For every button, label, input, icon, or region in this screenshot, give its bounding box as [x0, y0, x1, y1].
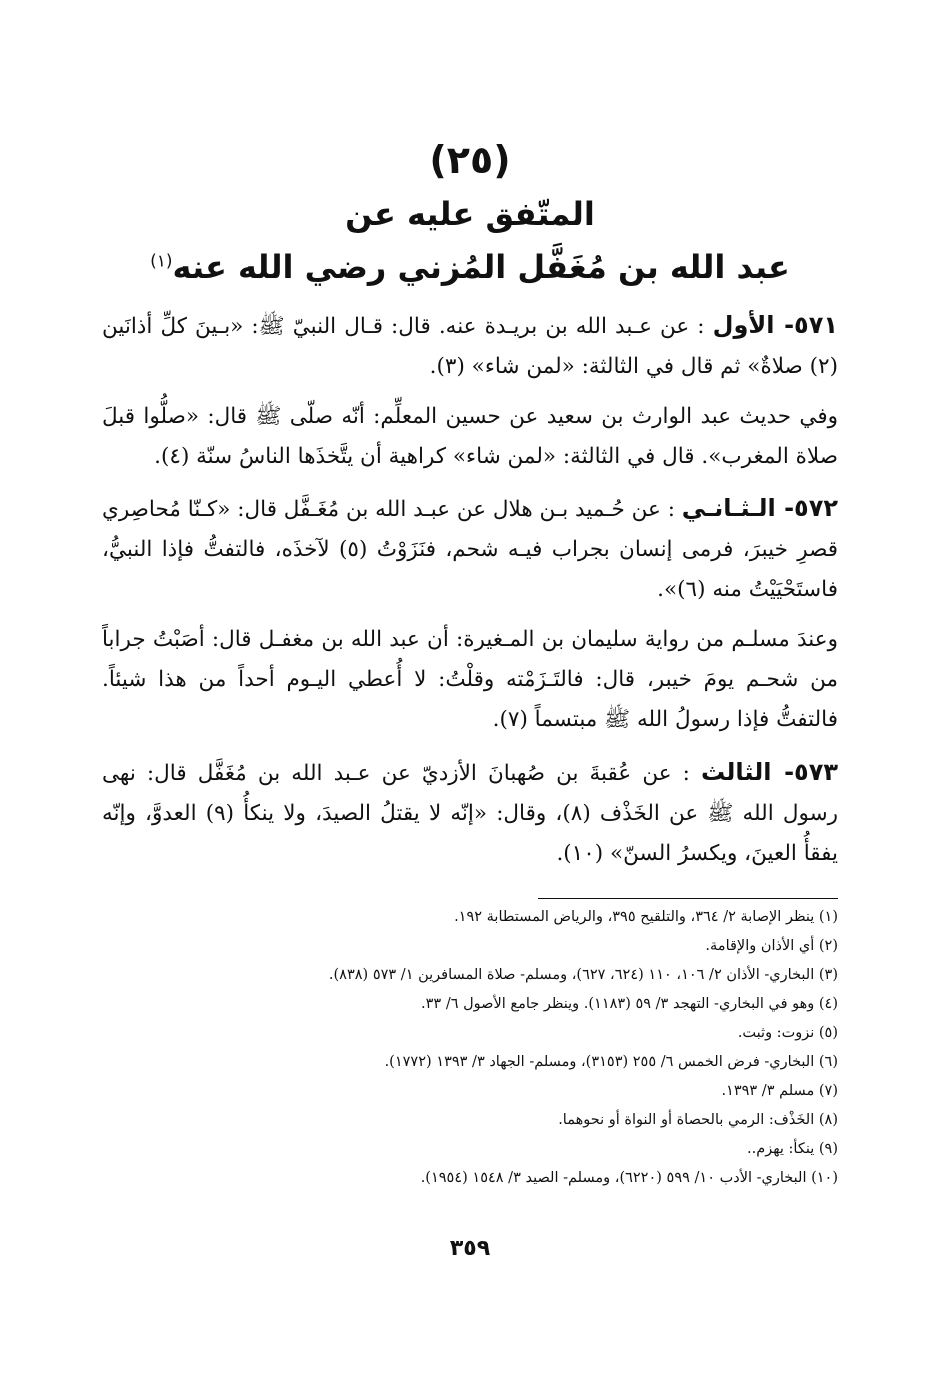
footnote-divider: [538, 898, 838, 899]
footnote: (٩) ينكأ: يهزم..: [747, 1141, 838, 1157]
chapter-title-text: عبد الله بن مُغَفَّل المُزني رضي الله عنه: [172, 248, 790, 286]
hadith-text: : عن حُـميد بـن هلال عن عبـد الله بن مُغَـفَّل قال: «كـنّا مُحاصِري قصرِ خيبرَ، فرمى إنسان بجراب فيـه شحم، فنَزَوْتُ (٥) لآخذَه، فالتفتُّ فإذا النبيُّ، فاستَحْيَيْتُ منه (٦)».: [101, 497, 838, 602]
footnote: (١٠) البخاري- الأدب ١٠/ ٥٩٩ (٦٢٢٠)، ومسلم- الصيد ٣/ ١٥٤٨ (١٩٥٤).: [420, 1170, 838, 1186]
footnote-ref: (١): [150, 251, 173, 272]
footnote: (١) ينظر الإصابة ٢/ ٣٦٤، والتلقيح ٣٩٥، والرياض المستطابة ١٩٢.: [454, 909, 838, 925]
hadith-text: وعندَ مسلـم من رواية سليمان بن المـغيرة: أن عبد الله بن مغفـل قال: أصَبْتُ جراباً من شحـم يومَ خيبر، قال: فالتَـزَمْته وقلْتُ: لا أُعطي اليـوم أحداً من هذا شيئاً. فالتفتُّ فإذا رسولُ الله ﷺ مبتسماً (٧).: [102, 627, 838, 732]
hadith-paragraph: [102, 620, 838, 740]
footnote: (٨) الخَذْف: الرمي بالحصاة أو النواة أو نحوهما.: [558, 1112, 838, 1128]
page-number: ٣٥٩: [449, 1236, 491, 1261]
footnote: (٧) مسلم ٣/ ١٣٩٣.: [721, 1083, 838, 1099]
hadith-heading: ٥٧٢- الـثـانـي: [681, 494, 838, 522]
chapter-number: (٢٥): [429, 138, 511, 182]
hadith-text: : عن عُقبةَ بن صُهبانَ الأزديّ عن عـبد الله بن مُغَفَّل قال: نهى رسول الله ﷺ عن الخَذْف (٨)، وقال: «إنّه لا يقتلُ الصيدَ، ولا ينكأُ (٩) العدوَّ، وإنّه يفقأُ العينَ، ويكسرُ السنّ» (١٠).: [102, 761, 838, 866]
chapter-title-line-1: المتّفق عليه عن: [345, 195, 595, 233]
hadith-paragraph: [102, 488, 838, 610]
hadith-paragraph: [102, 397, 838, 477]
hadith-text: : عن عـبد الله بن بريـدة عنه. قال: قـال النبيّ ﷺ: «بـينَ كلِّ أذانَين (٢) صلاةٌ» ثم قال في الثالثة: «لمن شاء» (٣).: [102, 314, 838, 379]
hadith-paragraph: [102, 752, 838, 874]
footnote: (٣) البخاري- الأذان ٢/ ١٠٦، ١١٠ (٦٢٤، ٦٢٧)، ومسلم- صلاة المسافرين ١/ ٥٧٣ (٨٣٨).: [328, 967, 838, 983]
hadith-heading: ٥٧١- الأول: [712, 311, 838, 339]
footnote: (٥) نزوت: وثبت.: [737, 1025, 838, 1041]
hadith-paragraph: [102, 305, 838, 387]
footnote: (٦) البخاري- فرض الخمس ٦/ ٢٥٥ (٣١٥٣)، ومسلم- الجهاد ٣/ ١٣٩٣ (١٧٧٢).: [384, 1054, 838, 1070]
footnote: (٢) أي الأذان والإقامة.: [705, 938, 838, 954]
footnotes-list: [102, 903, 838, 1193]
hadith-text: وفي حديث عبد الوارث بن سعيد عن حسين المعلِّم: أنّه صلّى ﷺ قال: «صلُّوا قبلَ صلاة المغرب». قال في الثالثة: «لمن شاء» كراهية أن يتَّخذَها الناسُ سنّة (٤).: [102, 404, 838, 469]
footnote: (٤) وهو في البخاري- التهجد ٣/ ٥٩ (١١٨٣). وينظر جامع الأصول ٦/ ٣٣.: [421, 996, 838, 1012]
chapter-title-line-2: [0, 248, 940, 286]
hadith-heading: ٥٧٣- الثالث: [701, 758, 838, 786]
